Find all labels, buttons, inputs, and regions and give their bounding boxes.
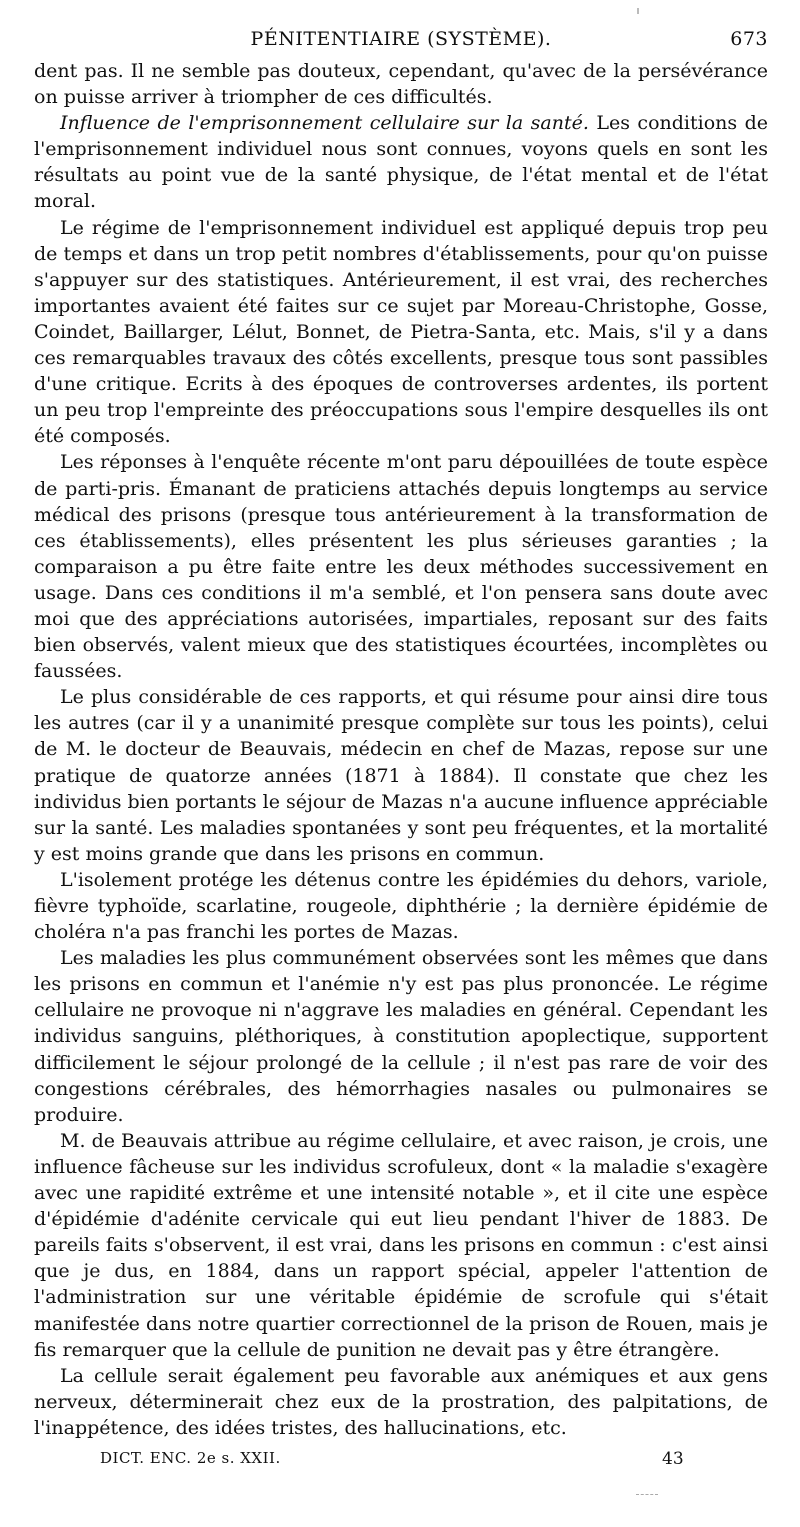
paragraph-7: Les maladies les plus communément observées sont les mêmes que dans les prisons en commun et l'anémie n'y est pas plus prononcée. Le régime cellulaire ne provoque ni n'aggrave les maladies en général. Cependant les individus sanguins, pléthoriques, à constitution apoplectique, supportent difficilement le séjour prolongé de la cellule ; il n'est pas rare de voir des congestions cérébrales, des hémorrhagies nasales ou pulmonaires se produire. bbox=[34, 947, 768, 1126]
paragraph-4: Les réponses à l'enquête récente m'ont paru dépouillées de toute espèce de parti-pris. Émanant de praticiens attachés depuis longtemps au service médical des prisons (presque tous antérieurement à la transformation de ces établissements), elles présentent les plus sérieuses garanties ; la comparaison a pu être faite entre les deux méthodes successivement en usage. Dans ces conditions il m'a semblé, et l'on pensera sans doute avec moi que des appréciations autorisées, impartiales, reposant sur des faits bien observés, valent mieux que des statistiques écourtées, incomplètes ou faussées. bbox=[34, 451, 768, 683]
page-number: 673 bbox=[730, 28, 768, 50]
scan-mark-top bbox=[637, 8, 639, 14]
running-title: PÉNITENTIAIRE (SYSTÈME). bbox=[250, 28, 552, 50]
paragraph-6: L'isolement protége les détenus contre les épidémies du dehors, variole, fièvre typhoïde, scarlatine, rougeole, diphthérie ; la dernière épidémie de choléra n'a pas franchi les portes de Mazas. bbox=[34, 868, 768, 944]
signature-mark: DICT. ENC. 2e s. XXII. bbox=[100, 1448, 281, 1467]
paragraph-1: dent pas. Il ne semble pas douteux, cependant, qu'avec de la persévérance on puisse arriver à triompher de ces difficultés. bbox=[34, 60, 768, 109]
paragraph-3: Le régime de l'emprisonnement individuel est appliqué depuis trop peu de temps et dans un trop petit nombres d'établissements, pour qu'on puisse s'appuyer sur des statistiques. Antérieurement, il est vrai, des recherches importantes avaient été faites sur ce sujet par Moreau-Christophe, Gosse, Coindet, Baillarger, Lélut, Bonnet, de Pietra-Santa, etc. Mais, s'il y a dans ces remarquables travaux des côtés excellents, presque tous sont passibles d'une critique. Ecrits à des époques de controverses ardentes, ils portent un peu trop l'empreinte des préoccupations sous l'empire desquelles ils ont été composés. bbox=[34, 216, 768, 448]
paragraph-2-text: Les conditions de l'emprisonnement individuel nous sont connues, voyons quels en sont les résultats au point vue de la santé physique, de l'état mental et de l'état moral. bbox=[34, 112, 768, 213]
body-text bbox=[34, 58, 768, 1441]
running-head bbox=[34, 28, 768, 58]
paragraph-2 bbox=[34, 110, 768, 214]
section-heading: Influence de l'emprisonnement cellulaire sur la santé. bbox=[60, 112, 589, 135]
paragraph-5: Le plus considérable de ces rapports, et qui résume pour ainsi dire tous les autres (car il y a unanimité presque complète sur tous les points), celui de M. le docteur de Beauvais, médecin en chef de Mazas, repose sur une pratique de quatorze années (1871 à 1884). Il constate que chez les individus bien portants le séjour de Mazas n'a aucune influence appréciable sur la santé. Les maladies spontanées y sont peu fréquentes, et la mortalité y est moins grande que dans les prisons en commun. bbox=[34, 686, 768, 865]
paragraph-8: M. de Beauvais attribue au régime cellulaire, et avec raison, je crois, une influence fâcheuse sur les individus scrofuleux, dont « la maladie s'exagère avec une rapidité extrême et une intensité notable », et il cite une espèce d'épidémie d'adénite cervicale qui eut lieu pendant l'hiver de 1883. De pareils faits s'observent, il est vrai, dans les prisons en commun : c'est ainsi que je dus, en 1884, dans un rapport spécial, appeler l'attention de l'administration sur une véritable épidémie de scrofule qui s'était manifestée dans notre quartier correctionnel de la prison de Rouen, mais je fis remarquer que la cellule de punition ne devait pas y être étrangère. bbox=[34, 1129, 768, 1361]
scan-mark-bottom bbox=[636, 1494, 658, 1497]
sheet-number: 43 bbox=[662, 1448, 684, 1469]
page-footer bbox=[34, 1449, 768, 1475]
document-page bbox=[34, 28, 768, 1475]
paragraph-9: La cellule serait également peu favorable aux anémiques et aux gens nerveux, déterminerait chez eux de la prostration, des palpitations, de l'inappétence, des idées tristes, des hallucinations, etc. bbox=[34, 1364, 768, 1439]
